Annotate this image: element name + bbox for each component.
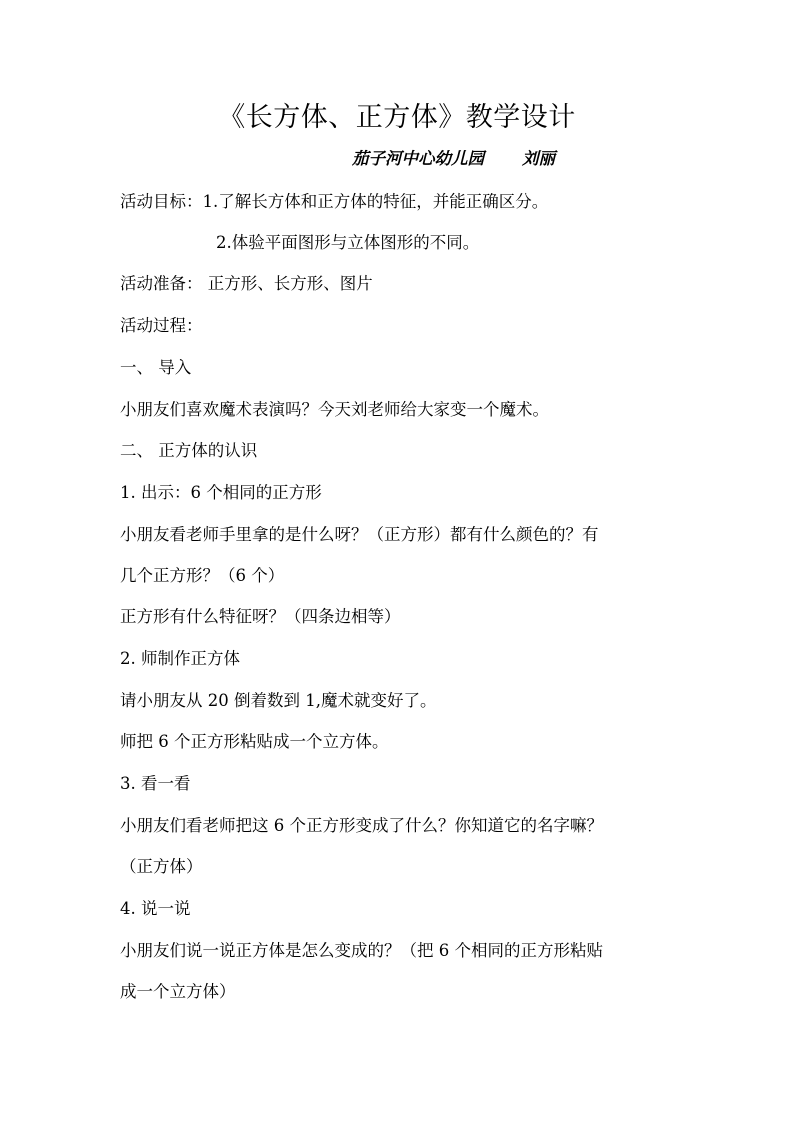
activity-goal-second-line: 2.体验平面图形与立体图形的不同。: [216, 233, 480, 252]
section-one-heading: 一、 导入: [120, 358, 192, 377]
activity-goal-line: 活动目标：1.了解长方体和正方体的特征，并能正确区分。: [120, 192, 549, 211]
activity-preparation-line: 活动准备： 正方形、长方形、图片: [120, 274, 373, 293]
paragraph-line: 请小朋友从 20 倒着数到 1,魔术就变好了。: [120, 691, 437, 710]
school-name: 茄子河中心幼儿园: [352, 149, 484, 168]
author-line: [352, 146, 555, 172]
paragraph-line: 小朋友们看老师把这 6 个正方形变成了什么？你知道它的名字嘛？: [120, 816, 603, 835]
paragraph-line: 师把 6 个正方形粘贴成一个立方体。: [120, 732, 389, 751]
activity-process-heading: 活动过程：: [120, 316, 203, 335]
teacher-name: 刘丽: [522, 149, 555, 168]
section-two-heading: 二、 正方体的认识: [120, 441, 258, 460]
step-four-heading: 4. 说一说: [120, 899, 191, 918]
step-one-heading: 1. 出示：6 个相同的正方形: [120, 483, 322, 502]
step-three-heading: 3. 看一看: [120, 774, 191, 793]
step-two-heading: 2. 师制作正方体: [120, 649, 240, 668]
paragraph-line: 成一个立方体）: [120, 982, 236, 1001]
paragraph-line: 几个正方形？（6 个）: [120, 566, 285, 585]
document-title: 《长方体、正方体》教学设计: [218, 102, 576, 133]
paragraph-line: 小朋友看老师手里拿的是什么呀？（正方形）都有什么颜色的？有: [120, 525, 599, 544]
paragraph-line: （正方体）: [120, 857, 203, 876]
paragraph-line: 正方形有什么特征呀？（四条边相等）: [120, 607, 401, 626]
paragraph-line: 小朋友们说一说正方体是怎么变成的？（把 6 个相同的正方形粘贴: [120, 941, 603, 960]
paragraph-line: 小朋友们喜欢魔术表演吗？今天刘老师给大家变一个魔术。: [120, 400, 549, 419]
